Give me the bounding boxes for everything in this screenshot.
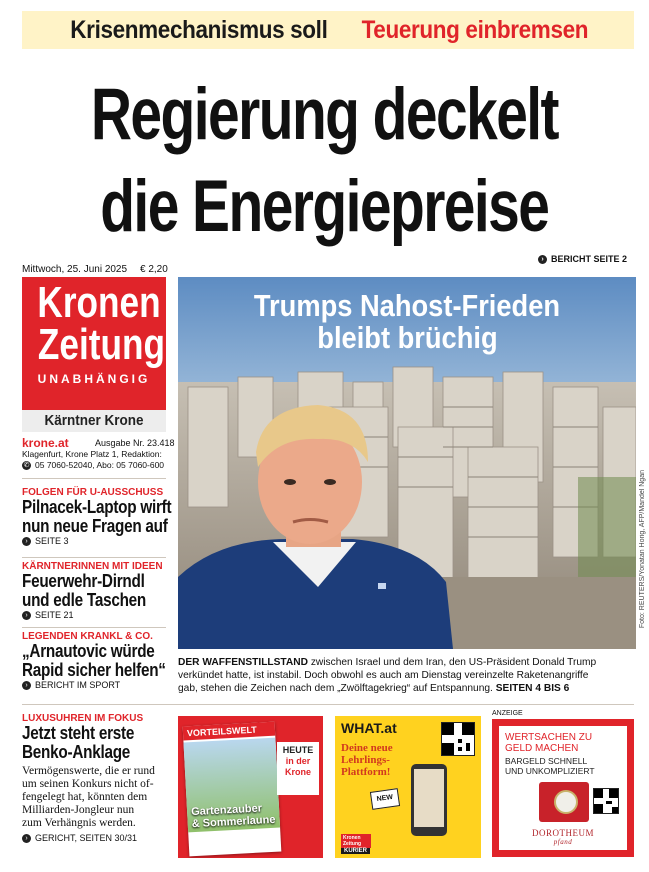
issue-date: Mittwoch, 25. Juni 2025 (22, 264, 128, 275)
kicker-part1: Krisenmechanismus soll (70, 15, 328, 44)
teaser-headline: Feuerwehr-Dirndl und edle Taschen (22, 571, 147, 610)
masthead-tagline: UNABHÄNGIG (37, 372, 151, 386)
vorteilswelt-title: VORTEILSWELT (183, 722, 276, 741)
cover-text-1: Gartenzauber (190, 802, 263, 819)
headline-line1: Regierung deckelt (90, 74, 559, 155)
dorotheum-ad-content[interactable] (499, 726, 627, 850)
teaser-3[interactable] (22, 631, 172, 690)
teaser-ref: › SEITE 3 (22, 536, 172, 546)
kurier-logo: KURIER (341, 848, 370, 854)
what-promo[interactable] (335, 716, 481, 858)
ad-subline: BARGELD SCHNELL UND UNKOMPLIZIERT (505, 756, 595, 776)
masthead-regional: Kärntner Krone (44, 412, 144, 429)
qr-code-icon (441, 722, 475, 756)
site-link[interactable]: krone.at (22, 436, 69, 450)
teaser-kicker: LEGENDEN KRANKL & CO. (22, 631, 153, 642)
ad-label: ANZEIGE (492, 710, 523, 717)
headline-line2: die Energiepreise (100, 166, 549, 247)
what-slogan: Deine neue Lehrlings- Plattform! (341, 742, 393, 778)
arrow-icon: › (22, 537, 31, 546)
edition-number: Ausgabe Nr. 23.418 (95, 438, 175, 448)
issue-price: € 2,20 (140, 264, 168, 275)
hero-title: Trumps Nahost-Frieden bleibt brüchig (253, 288, 561, 355)
teaser-kicker: FOLGEN FÜR U-AUSSCHUSS (22, 487, 164, 498)
phone-icon: ✆ (23, 462, 30, 470)
teaser-ref: › GERICHT, SEITEN 30/31 (22, 833, 172, 843)
ad-headline: WERTSACHEN ZU GELD MACHEN (505, 732, 593, 754)
teaser-4[interactable] (22, 713, 172, 843)
teaser-ref: › SEITE 21 (22, 610, 172, 620)
address: Klagenfurt, Krone Platz 1, Redaktion: (22, 449, 162, 459)
cover-text-2: & Sommerlaune (191, 813, 276, 831)
arrow-icon: › (538, 255, 547, 264)
kicker-bar (22, 11, 634, 49)
watch-box-icon (539, 782, 589, 822)
masthead-line1: Kronen (37, 278, 161, 327)
photo-credit: Foto: REUTERS/Yonatan Horig, AFP/Mandel Ngan (639, 470, 646, 629)
dorotheum-logo: DOROTHEUM pfand (532, 828, 594, 846)
teaser-body: Vermögenswerte, die er rund um seinen Konkurs nicht of- fengelegt hat, könnten dem Milliarden-Jongleur nun zum Verhängnis werden. (22, 765, 155, 829)
teaser-1[interactable] (22, 487, 172, 546)
hero-caption: DER WAFFENSTILLSTAND zwischen Israel und dem Iran, den US-Präsident Donald Trump verkündet hatte, ist instabil. Doch obwohl es auch am Dienstag vereinzelte Raketenangriffe gab, stehen die Zeichen nach dem „Zwölftagekrieg“ auf Entspannung. SEITEN 4 BIS 6 (178, 657, 597, 694)
new-badge: NEW (370, 788, 400, 810)
kronen-zeitung-logo: Kronen Zeitung (341, 834, 371, 848)
vorteilswelt-promo[interactable] (178, 716, 323, 858)
phone-icon (411, 764, 447, 836)
masthead-logo (22, 277, 166, 432)
magazine-cover (183, 722, 282, 857)
what-logo: WHAT.at (341, 720, 397, 736)
teaser-ref: › BERICHT IM SPORT (22, 680, 172, 690)
teaser-kicker: KÄRNTNERINNEN MIT IDEEN (22, 561, 163, 572)
teaser-headline: Jetzt steht erste Benko-Anklage (22, 723, 135, 762)
teaser-headline: „Arnautovic würde Rapid sicher helfen“ (22, 641, 166, 680)
teaser-2[interactable] (22, 561, 172, 620)
contact: ✆ 05 7060-52040, Abo: 05 7060-600 (23, 460, 165, 470)
teaser-kicker: LUXUSUHREN IM FOKUS (22, 713, 144, 724)
arrow-icon: › (22, 834, 31, 843)
teaser-headline: Pilnacek-Laptop wirft nun neue Fragen auf (22, 497, 172, 536)
arrow-icon: › (22, 611, 31, 620)
kicker-part2: Teuerung einbremsen (361, 15, 588, 44)
report-ref[interactable]: › BERICHT SEITE 2 (538, 254, 627, 264)
qr-code-icon (593, 788, 619, 814)
today-badge: HEUTE in der Krone (277, 742, 319, 795)
arrow-icon: › (22, 681, 31, 690)
masthead-line2: Zeitung (37, 320, 165, 369)
